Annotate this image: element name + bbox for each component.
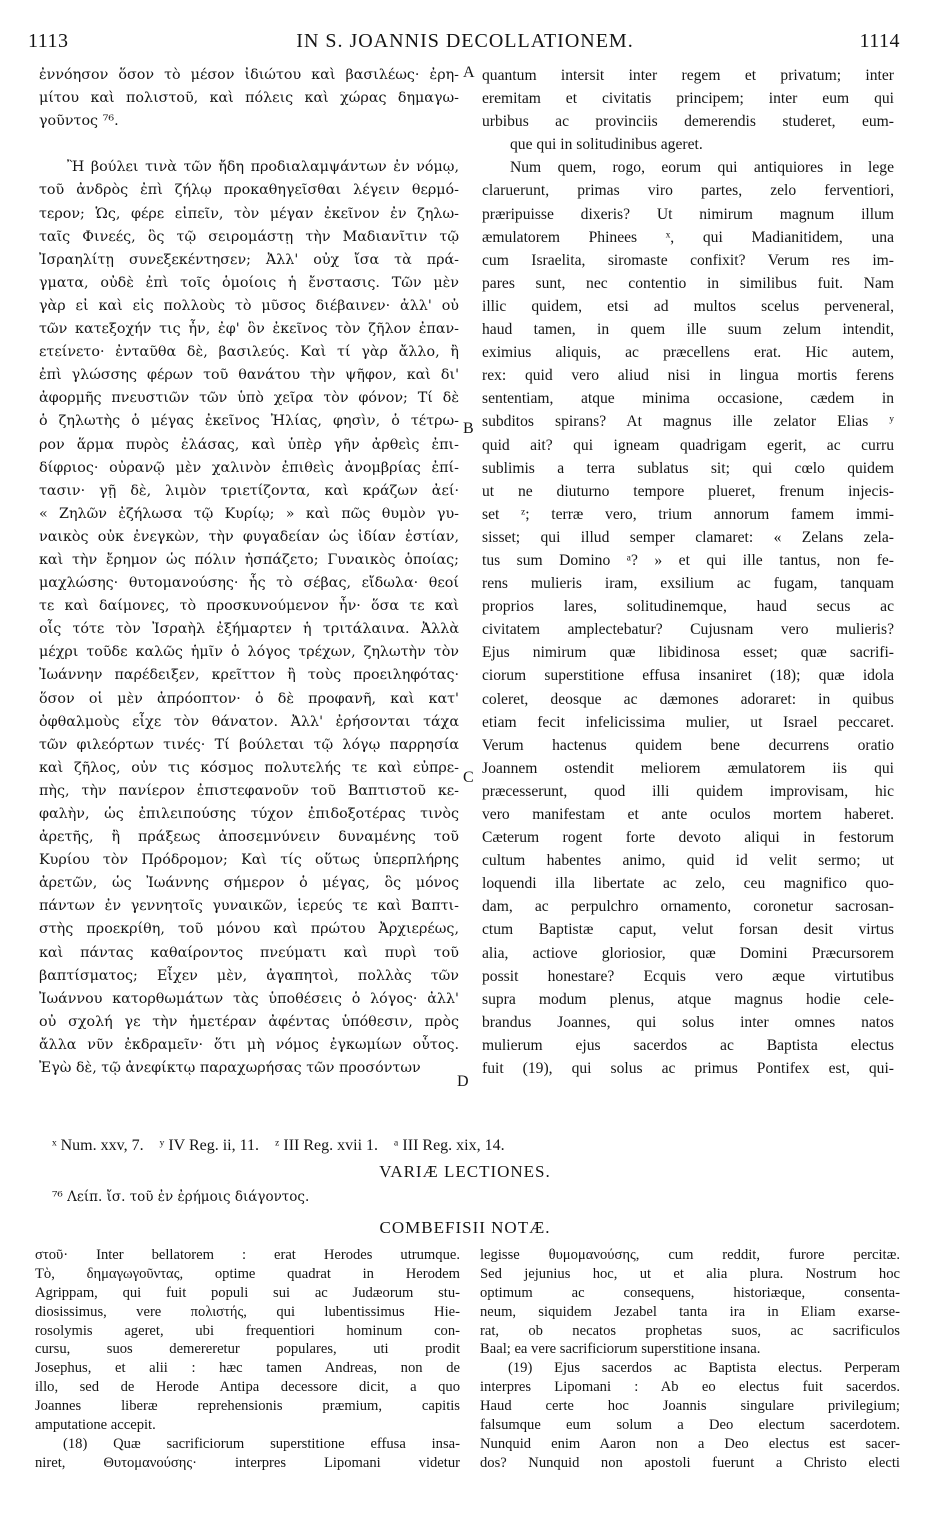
text-line: Sed jejunius hoc, ut et alia plura. Nostrum hoc [480,1265,900,1282]
text-line: ciorum superstitione effusa insaniret (18); quæ idola [482,667,894,685]
text-line: cursu, suos demereretur populares, uti prodit [35,1341,460,1358]
text-line: Cæterum rogent forte devoto aliqui in festorum [482,829,894,847]
text-line: cum Israelita, siromaste confixit? Verum res im- [482,251,894,269]
reference-item: ᵃ III Reg. xix, 14. [394,1137,505,1154]
text-line: ἐννόησον ὅσον τὸ μέσον ἰδιώτου καὶ βασιλέως· ἐρη- [39,67,459,83]
text-line: rens mulieris iram, exsilium ac fugam, tanquam [482,575,894,593]
page-number-left: 1113 [28,30,69,52]
text-line: Num quem, rogo, eorum qui antiquiores in lege [510,159,894,177]
text-line: (18) Quæ sacrificiorum superstitione effusa insa- [63,1435,460,1452]
text-line: sisset; qui illud semper clamaret: « Zelans zela- [482,528,894,546]
text-line: rat, ob necatos prophetas suos, ac sacrificulos [480,1322,900,1339]
reference-item: ᶻ III Reg. xvii 1. [275,1137,379,1154]
text-line: Ἰωάννου κατορθωμάτων τὰς ὑποθέσεις ὁ λόγος· ἀλλ' [39,990,459,1007]
page-header [26,18,904,52]
text-line: civitatem amplectebatur? Cujusnam vero mulieris? [482,621,894,639]
margin-letter-c: C [463,769,474,786]
text-line: τε καὶ δαίμονες, τὸ προσκυνούμενον ἦν· ὅσα τε καὶ [39,598,459,615]
text-line: Verum hactenus quidem bene decurrens oratio [482,736,894,754]
text-line: quantum intersit inter regem et privatum; inter [482,67,894,84]
text-line: τῶν κατεξοχήν τις ἦν, ἐφ' ὃν ἐκεῖνος τὸν ζῆλον ἐπαν- [39,321,459,338]
scripture-references [52,1137,912,1155]
text-line: alia, actiove gloriosior, quæ Domini Præcursorem [482,944,894,962]
text-line: mulierum ejus sacerdos ac Baptista electus [482,1036,894,1054]
text-line: γματα, οὐδὲ ἐπὶ τοῖς ὁμοίοις ἡ ἔνστασις. Τῶν μὲν [39,274,459,291]
text-line: possit honestare? Ecquis vero æque virtutibus [482,967,894,985]
text-line: æmulatorem Phinees ˣ, qui Madianitidem, una [482,228,894,246]
text-line: ὁ ζηλωτὴς ὁ μέγας ἐκεῖνος Ἠλίας, φησὶν, ὁ τέτρω- [39,413,459,430]
text-line: rex: quid vero aliud nisi in lingua mortis ferens [482,367,894,385]
text-line: πὴς, τὴν πανίερον ἐπιστεφανοῦν τοῦ Βαπτιστοῦ κε- [39,782,459,799]
variae-note: ⁷⁶ Λείπ. ἴσ. τοῦ ἐν ἐρήμοις διάγοντος. [52,1189,310,1205]
text-line: legisse θυμομανούσης, cum reddit, furore percitæ. [480,1247,900,1263]
text-line: supra modum plenus, atque magnus hodie cele- [482,990,894,1008]
margin-letter-b: B [463,420,474,437]
text-line: ut ne diuturno tempore plueret, frenum injecis- [482,482,894,500]
text-line: falsumque eum solum a Deo electum sacerdotem. [480,1417,900,1434]
text-line: fuit (19), qui solus ac primus Pontifex est, qui- [482,1060,894,1078]
text-line: καὶ ζῆλος, οὐν τις κόσμος πολυτελής τε καὶ εὐπρε- [39,759,459,776]
text-line [39,133,459,156]
text-line: illo, sed de Herode Antipa decessore dicit, a quo [35,1379,460,1396]
text-line: βαπτίσματος; Εἶχεν μὲν, ἀγαπητοὶ, πολλὰς τῶν [39,967,459,984]
text-line: præcesserunt, quod illi quidem improvisam, hic [482,782,894,800]
reference-item: ˣ Num. xxv, 7. [52,1137,144,1154]
text-line: πάντων ἐν γεννητοῖς γυναικῶν, ἱερεύς τε καὶ Βαπτι- [39,898,459,915]
text-line: Ἢ βούλει τινὰ τῶν ἤδη προδιαλαμψάντων ἐν νόμῳ, [67,159,459,176]
notae-title: COMBEFISII NOTÆ. [379,1218,551,1237]
text-line: dos? Nunquid non apostoli fuerunt a Christo electi [480,1454,900,1471]
text-line: Ἰσραηλίτῃ συνεξεκέντησεν; Ἀλλ' οὐχ ἴσα τὰ πρά- [39,251,459,268]
text-line: Josephus, et alii : hæc tamen Andreas, non de [35,1360,460,1377]
text-line: τῶν φιλεόρτων τινές· Τί βούλεται τῷ λόγῳ παρρησία [39,736,459,753]
text-line: ταῖς Φινεές, ὃς τῷ σειρομάστῃ τὴν Μαδιανῖτιν τῷ [39,228,459,245]
text-line: ἀρετῶν, ὡς Ἰωάννης σήμερον ὁ μέγας, ὃς μόνος [39,875,459,892]
text-line: sententiam, atque minima occasione, cædem in [482,390,894,408]
text-line: τοῦ ἀνδρὸς ἐπὶ ζήλῳ προκαθηγεῖσθαι λέγειν θερμό- [39,182,459,199]
text-line: neum, siquidem Jezabel tanta ira in Eliam exarse- [480,1303,900,1320]
variae-title: VARIÆ LECTIONES. [379,1162,551,1181]
text-line: Τὸ, δημαγωγοῦντας, optime quadrat in Herodem [35,1265,460,1282]
text-line: « Ζηλῶν ἐζήλωσα τῷ Κυρίῳ; » καὶ πῶς θυμὸν γυ- [39,505,459,522]
text-line: interpres Lipomani : Ab eo electus fuit sacerdos. [480,1379,900,1396]
text-line: ctum Baptistæ caput, velut forsan desit virtus [482,921,894,939]
text-line: Haud certe hoc Joannis singulare privilegium; [480,1398,900,1415]
text-line: Nunquid enim Aaron non a Deo electus est sacer- [480,1435,900,1452]
text-line: Joannem ostendit meliorem æmulatorem iis qui [482,759,894,777]
text-line: vero manifestam et ante oculos mortem haberet. [482,806,894,823]
text-line: στοῦ· Inter bellatorem : erat Herodes utrumque. [35,1247,460,1263]
text-line: γὰρ εἰ καὶ εἰς πολλοὺς τὸ μῦσος διέβαινεν· ἀλλ' οὐ [39,297,459,314]
running-title: IN S. JOANNIS DECOLLATIONEM. [296,30,634,52]
text-line: diosissimus, vere πολιστής, qui lubentissimus Hie- [35,1303,460,1320]
text-line: ἐπὶ γλώσσης φέρων τοῦ θανάτου τὴν ψῆφον, καὶ δι' [39,367,459,384]
text-line: οἷς τότε τὸν Ἰσραὴλ ἐξήμαρτεν ἡ τριτάλαινα. Ἀλλὰ [39,621,459,638]
reference-item: ʸ IV Reg. ii, 11. [159,1137,260,1154]
text-line: eremitam et civitatis principem; inter eum qui [482,90,894,108]
text-line: loquendi illa libertate ac zelo, ceu magnifico quo- [482,875,894,893]
text-line: τασιν· γῇ δὲ, λιμὸν τριετίζοντα, καὶ κράζων ἀεί· [39,482,459,499]
margin-letter-a: A [463,64,475,81]
text-line: φαλὴν, ὡς ἐπιλειπούσης τύχον ἐπιδοξοτέρας τινὸς [39,806,459,822]
text-line: optimum ac consequens, historiæque, consenta- [480,1284,900,1301]
text-line: dam, ac perpulchro ornamento, coronetur sacrosan- [482,898,894,916]
text-line: claruerunt, primas viro partes, zelo ferventiori, [482,182,894,200]
text-line: μαχλώσης· θυτομανούσης· ἧς τὸ σέβας, εἴδωλα· θεοί [39,575,459,592]
text-line: ἀρετῆς, ἢ πράξεως ἀποσεμνύνειν δυναμένης τοῦ [39,829,459,846]
text-line: coleret, deosque ac dæmones adoraret: in quibus [482,690,894,708]
text-line: præripuisse dixeris? Ut nimirum magnum illum [482,205,894,223]
text-line: Ἐγὼ δὲ, τῷ ἀνεφίκτῳ παραχωρήσας τῶν προσόντων [39,1060,421,1077]
text-line: illic quidem, etsi ad multos scelus perveneral, [482,297,894,315]
text-line: μέχρι τοῦδε καλῶς ἡμῖν ὁ λόγος τρέχων, ζηλωτὴν τὸν [39,644,459,661]
text-line: τερον; Ὡς, φέρε εἰπεῖν, τὸν μέγαν ἐκεῖνον ἐν ζηλω- [39,205,459,222]
text-line: cultum habentes animo, quid id velit sermo; ut [482,852,894,870]
text-line: sublimis a terra sublatus sit; qui cœlo quidem [482,459,894,477]
text-line: urbibus ac provinciis demerendis studeret, eum- [482,113,894,131]
text-line: eximius aliquis, ac præcellens erat. Hic autem, [482,344,894,362]
text-line: amputatione accepit. [35,1417,156,1434]
text-line: ἀφορμῆς πνευστιῶν τῶν ὑπὸ χεῖρα τὸν φόνον; Τί δὲ [39,390,459,407]
text-line: ναικὸς οὐκ ἐνεγκὼν, τὴν φυγαδείαν ὡς ἰδίαν ἑστίαν, [39,528,459,545]
text-line: rosolymis ageret, ubi frequentiori hominum con- [35,1322,460,1339]
text-line: pares sunt, nec contentio in similibus fuit. Nam [482,274,894,292]
greek-text-column [39,64,459,1080]
text-line: subditos spirans? At magnus ille zelator Elias ʸ [482,413,894,431]
text-line: μίτου καὶ πολιστοῦ, καὶ πόλεις καὶ χώρας δημαγω- [39,90,459,107]
latin-text-column [482,64,894,1080]
text-line: Baal; ea vere sacrificiorum superstitione insana. [480,1341,761,1358]
text-line: ρον ἅρμα πυρὸς ἐλάσας, καὶ ὑπὲρ γῆν ἀρθεὶς ἐπι- [39,436,459,453]
text-line: (19) Ejus sacerdos ac Baptista electus. Perperam [508,1360,900,1377]
text-line: quid ait? qui igneam quadrigam egerit, ac curru [482,436,894,454]
text-line: στὴς προεκρίθη, τοῦ μόνου καὶ πρώτου Ἀρχιερέως, [39,921,459,938]
text-line: γοῦντος ⁷⁶. [39,113,119,130]
page-number-right: 1114 [859,30,900,52]
text-line: brandus Joannes, qui solus inter omnes natos [482,1013,894,1031]
text-line: οὐ σχολή γε τὴν ἡμετέραν ἀφέντας ὑπόθεσιν, πρὸς [39,1013,459,1030]
text-line: proprios lares, solitudinemque, haud secus ac [482,598,894,616]
text-line: etiam fecit infelicissima mulier, ut Israel peccaret. [482,713,894,731]
text-line: set ᶻ; terræ vero, trium annorum famem immi- [482,505,894,523]
text-line: Κυρίου τὸν Πρόδρομον; Καὶ τίς οὕτως ὑπερπλήρης [39,852,459,869]
text-line: ὅσον οἱ μὲν ἀπρόοπτον· ὁ δὲ προφανῆ, καὶ κατ' [39,690,459,707]
text-line: καὶ τὴν ἔρημον ὡς πόλιν ἠσπάζετο; Γυναικὸς ὁποίας; [39,551,459,568]
text-line: haud tamen, in quem ille suum zelum intendit, [482,321,894,339]
text-line: Ἰωάννην παρέδειξεν, κρεῖττον ἢ τοὺς προειληφότας· [39,667,459,684]
margin-letter-d: D [457,1073,469,1090]
text-line: Ejus nimirum quæ libidinosa esset; quæ sacrifi- [482,644,894,662]
text-line: ὀφθαλμοὺς εἶχε τὸν θάνατον. Ἀλλ' ἐρήσονται τάχα [39,713,459,730]
text-line: δίφριος· οὐρανῷ μὲν χαλινὸν ἐπιθεὶς ἀνομβρίας ἐπί- [39,459,459,476]
text-line: tus sum Domino ᵃ? » et qui ille tantus, non fe- [482,551,894,569]
notes-right-column [480,1246,900,1473]
text-line: niret, Θυτομανούσης· interpres Lipomani videtur [35,1454,460,1471]
text-line: Agrippam, qui fuit populi sui ac Judæorum stu- [35,1284,460,1301]
text-line: que qui in solitudinibus ageret. [510,136,703,154]
text-line: ἄλλα νῦν ἐκδραμεῖν· ὅτι μὴ νόμος ἐγκωμίων οὗτος. [39,1036,459,1053]
text-line: ετείνετο· ἐνταῦθα δὲ, βασιλεύς. Καὶ τί γὰρ ἄλλο, ἢ [39,344,459,361]
notes-left-column [35,1246,460,1473]
text-line: καὶ πάντας καθαίροντος πνεύματι καὶ πυρὶ τοῦ [39,944,459,961]
text-line: Joannes liberæ reprehensionis præmium, capitis [35,1398,460,1415]
